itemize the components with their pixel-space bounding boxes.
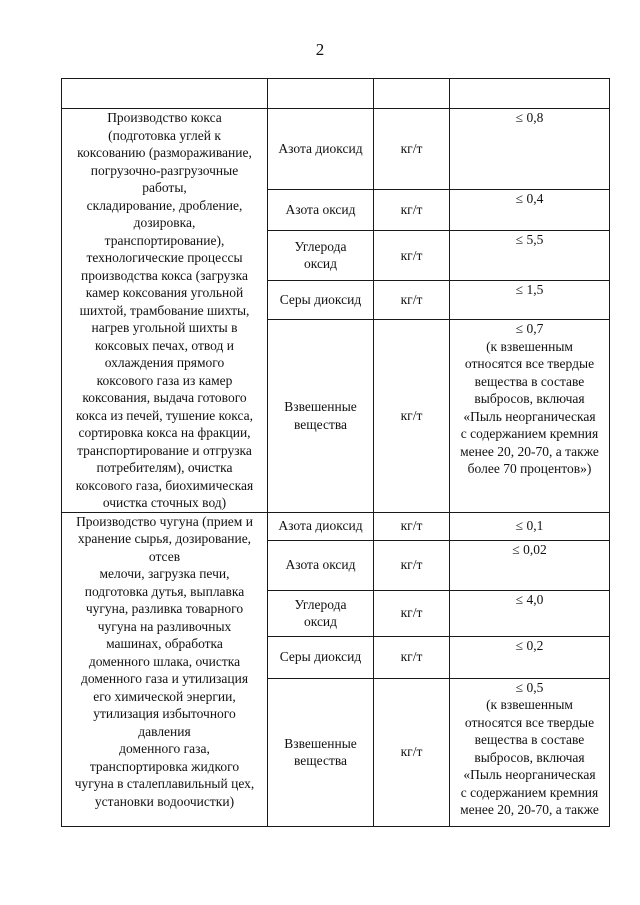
norm-cell: ≤ 1,5 bbox=[450, 280, 610, 319]
substance-cell: Углерода оксид bbox=[268, 231, 374, 281]
table-row bbox=[62, 512, 610, 540]
norm-cell: ≤ 0,2 bbox=[450, 636, 610, 678]
process-cell-pig-iron bbox=[62, 512, 268, 826]
substance-cell: Азота диоксид bbox=[268, 512, 374, 540]
table-row bbox=[62, 109, 610, 190]
norm-cell: ≤ 0,4 bbox=[450, 189, 610, 230]
substance-cell: Серы диоксид bbox=[268, 280, 374, 319]
substance-cell: Взвешенные вещества bbox=[268, 320, 374, 512]
unit-cell: кг/т bbox=[374, 636, 450, 678]
norm-cell: ≤ 5,5 bbox=[450, 231, 610, 281]
process-cell-coke bbox=[62, 109, 268, 513]
unit-cell: кг/т bbox=[374, 678, 450, 826]
substance-cell: Взвешенные вещества bbox=[268, 678, 374, 826]
unit-cell: кг/т bbox=[374, 189, 450, 230]
norm-cell: ≤ 4,0 bbox=[450, 590, 610, 636]
unit-cell: кг/т bbox=[374, 320, 450, 512]
unit-cell: кг/т bbox=[374, 280, 450, 319]
norm-cell: ≤ 0,02 bbox=[450, 540, 610, 590]
substance-cell: Углерода оксид bbox=[268, 590, 374, 636]
substance-cell: Азота диоксид bbox=[268, 109, 374, 190]
table-header-row bbox=[62, 79, 610, 109]
substance-cell: Азота оксид bbox=[268, 189, 374, 230]
norm-cell: ≤ 0,5 (к взвешенным относятся все твердые вещества в составе выбросов, включая «Пыль неорганическая с содержанием кремния менее 20, 20-70, а также bbox=[450, 678, 610, 826]
norm-cell: ≤ 0,1 bbox=[450, 512, 610, 540]
header-cell-unit bbox=[374, 79, 450, 109]
unit-cell: кг/т bbox=[374, 109, 450, 190]
unit-cell: кг/т bbox=[374, 231, 450, 281]
process-description: Производство чугуна (прием и хранение сырья, дозирование, отсев мелочи, загрузка печи, подготовка дутья, выплавка чугуна, разливка товарного чугуна на разливочных машинах, обработка доменного шлака, очистка доменного газа и утилизация его химической энергии, утилизация избыточного давления доменного газа, транспортировка жидкого чугуна в сталеплавильный цех, установки водоочистки) bbox=[74, 513, 255, 809]
norm-cell: ≤ 0,8 bbox=[450, 109, 610, 190]
unit-cell: кг/т bbox=[374, 540, 450, 590]
process-description: Производство кокса (подготовка углей к коксованию (размораживание, погрузочно-разгрузочные работы, складирование, дробление, дозировка, транспортирование), технологические процессы производства кокса (загрузка камер коксования угольной шихтой, трамбование шихты, нагрев угольной шихты в коксовых печах, отвод и охлаждения прямого коксового газа из камер коксования, выдача готового кокса из печей, тушение кокса, сортировка кокса на фракции, транспортирование и отгрузка потребителям), очистка коксового газа, биохимическая очистка сточных вод) bbox=[75, 110, 254, 510]
page-number: 2 bbox=[315, 40, 325, 59]
header-cell-norm bbox=[450, 79, 610, 109]
norm-cell: ≤ 0,7 (к взвешенным относятся все твердые вещества в составе выбросов, включая «Пыль неорганическая с содержанием кремния менее 20, 20-70, а также более 70 процентов») bbox=[450, 320, 610, 512]
substance-cell: Азота оксид bbox=[268, 540, 374, 590]
unit-cell: кг/т bbox=[374, 512, 450, 540]
header-cell-process bbox=[62, 79, 268, 109]
substance-cell: Серы диоксид bbox=[268, 636, 374, 678]
header-cell-substance bbox=[268, 79, 374, 109]
emissions-table bbox=[61, 78, 610, 827]
unit-cell: кг/т bbox=[374, 590, 450, 636]
